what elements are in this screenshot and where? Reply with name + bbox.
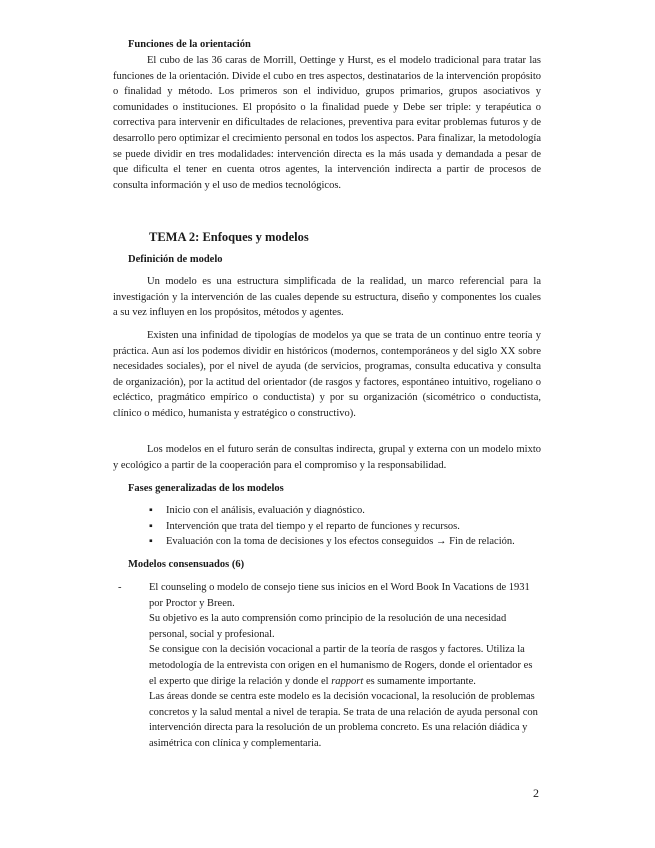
counseling-line-2: Su objetivo es la auto comprensión como principio de la resolución de una necesidad personal, social y profesional. (149, 613, 507, 640)
bullet-icon: ▪ (149, 505, 153, 516)
tema2-title: TEMA 2: Enfoques y modelos (149, 230, 309, 244)
paragraph-definicion-1: Un modelo es una estructura simplificada de la realidad, un marco referencial para la investigación y la intervención de las cuales depende su estructura, diseño y componentes los cuales a su vez influyen en los propósitos, métodos y agentes. (113, 276, 541, 319)
bullet-icon: ▪ (149, 520, 153, 532)
counseling-line-1: El counseling o modelo de consejo tiene sus inicios en el Word Book In Vacations de 1931 por Proctor y Breen. (149, 582, 530, 609)
counseling-line-4: Las áreas donde se centra este modelo es la decisión vocacional, la resolución de problemas concretos y la salud mental a nivel de terapia. Se trata de una relación de ayuda personal con intervención directa para la resolución de un problema concreto. Es una relación diádica y asimétrica con clínica y complementaria. (149, 691, 538, 749)
dash-bullet: - (118, 582, 122, 593)
definicion-heading: Definición de modelo (128, 254, 223, 265)
consensuados-heading: Modelos consensuados (6) (128, 559, 245, 570)
bullet-icon: ▪ (149, 536, 153, 548)
counseling-block (149, 580, 539, 752)
fases-heading: Fases generalizadas de los modelos (128, 483, 284, 494)
fase-text: Inicio con el análisis, evaluación y diagnóstico. (166, 505, 365, 516)
counseling-line-3-post: es sumamente importante. (363, 675, 476, 687)
counseling-line-3-pre: Se consigue con la decisión vocacional a partir de la teoría de rasgos y factores. Utiliza la metodología de la entrevista con origen en el humanismo de Rogers, donde el orientador es el experto que dirige la relación y donde el (149, 644, 533, 687)
fase-text: Evaluación con la toma de decisiones y los efectos conseguidos → Fin de relación. (166, 536, 515, 548)
rapport-term: rapport (331, 675, 364, 687)
paragraph-definicion-2: Existen una infinidad de tipologías de modelos ya que se trata de un continuo entre teoría y práctica. Aun así los podemos dividir en históricos (modernos, contemporáneos y del siglo XX sobre necesidades sociales), por el nivel de ayuda (de servicios, programas, consulta educativa y consulta de organización), por la actitud del orientador (de rasgos y factores, espontáneo intuitivo, rogeliano o ecléctico, pragmático empírico o conductista) y por su organización (sicométrico o conductista, clínico o médico, humanista y estratégico o constructivo). (113, 330, 541, 419)
paragraph-definicion-3: Los modelos en el futuro serán de consultas indirecta, grupal y externa con un modelo mixto y ecológico a partir de la cooperación para el compromiso y la responsabilidad. (113, 444, 541, 471)
fase-text: Intervención que trata del tiempo y el reparto de funciones y recursos. (166, 520, 460, 532)
counseling-line-3 (149, 642, 539, 689)
list-item (0, 503, 515, 519)
section-heading-funciones: Funciones de la orientación (128, 39, 251, 50)
list-item (0, 519, 515, 535)
page-number: 2 (533, 786, 539, 800)
paragraph-funciones: El cubo de las 36 caras de Morrill, Oettinge y Hurst, es el modelo tradicional para tratar las funciones de la orientación. Divide el cubo en tres aspectos, destinatarios de la intervención propósito o finalidad y método. Los primeros son el individuo, grupos primarios, grupos asociativos y comunidades o instituciones. El propósito o la finalidad puede y Debe ser triple: y terapéutica o correctiva para intervenir en dificultades de relaciones, preventiva para evitar problemas futuros y de desarrollo pero optimizar el crecimiento personal en todos los aspectos. Para finalizar, la metodología se puede dividir en tres modalidades: intervención directa es la más usada y demandada a pesar de que dificulta el tener en cuenta otros agentes, la intervención indirecta a partir de procesos de consulta información y el uso de medios tecnológicos. (113, 55, 541, 191)
list-item (0, 534, 515, 550)
fases-list (0, 503, 515, 550)
